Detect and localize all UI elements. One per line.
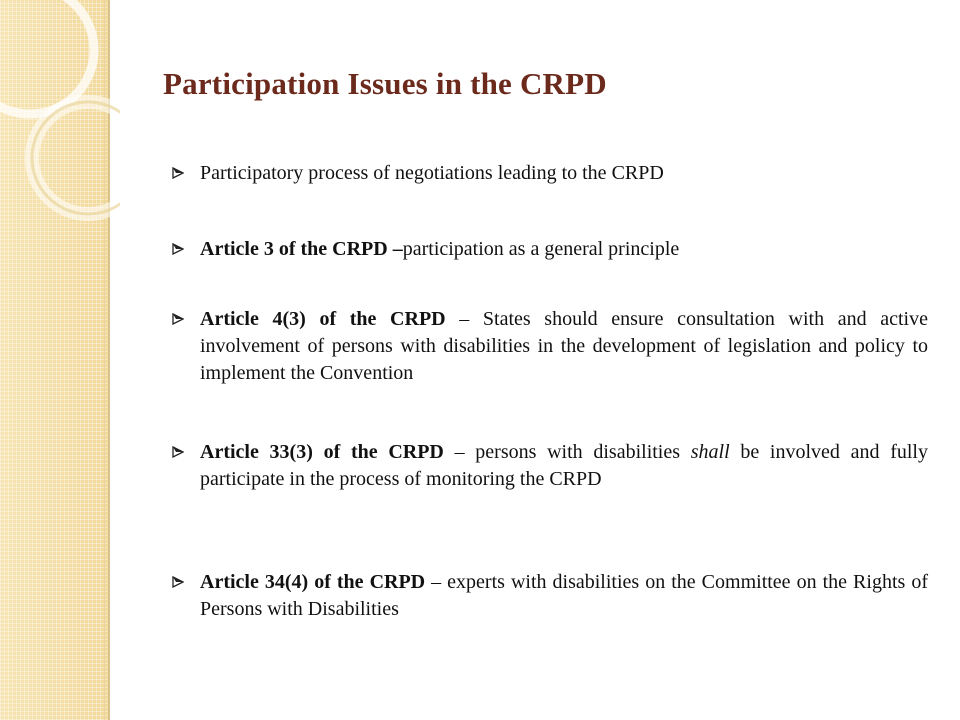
bullet-body: Participatory process of negotiations leading to the CRPD <box>200 162 664 184</box>
bullet-lead: Article 34(4) of the CRPD <box>200 571 426 593</box>
slide-title: Participation Issues in the CRPD <box>163 66 607 101</box>
bullet-text <box>200 160 928 187</box>
arrowhead-bullet-icon <box>172 236 200 255</box>
bullet-body: – experts with disabilities on the Committee on the Rights of Persons with Disabilities <box>200 571 928 620</box>
arrowhead-bullet-icon <box>172 160 200 179</box>
bullet-item <box>172 160 928 187</box>
bullet-body: participation as a general principle <box>402 238 680 260</box>
bullet-body: – persons with disabilities <box>443 441 691 463</box>
bullet-lead: Article 3 of the CRPD – <box>200 238 403 260</box>
bullet-item <box>172 569 928 623</box>
arrowhead-bullet-icon <box>172 439 200 458</box>
bullet-item <box>172 439 928 493</box>
bullet-lead: Article 33(3) of the CRPD <box>200 441 444 463</box>
bullet-item <box>172 306 928 387</box>
bullet-text <box>200 569 928 623</box>
bullet-text <box>200 439 928 493</box>
bullet-emphasis: shall <box>690 441 730 463</box>
bullet-text <box>200 236 928 263</box>
bullet-text <box>200 306 928 387</box>
decorative-rings-icon <box>0 0 120 230</box>
arrowhead-bullet-icon <box>172 306 200 325</box>
bullet-item <box>172 236 928 263</box>
bullet-body: – States should ensure consultation with and active involvement of persons with disabilities in the development of legislation and policy to implement the Convention <box>200 308 928 384</box>
arrowhead-bullet-icon <box>172 569 200 588</box>
bullet-body-end: be involved and fully participate in the process of monitoring the CRPD <box>200 441 928 490</box>
bullet-lead: Article 4(3) of the CRPD <box>200 308 446 330</box>
